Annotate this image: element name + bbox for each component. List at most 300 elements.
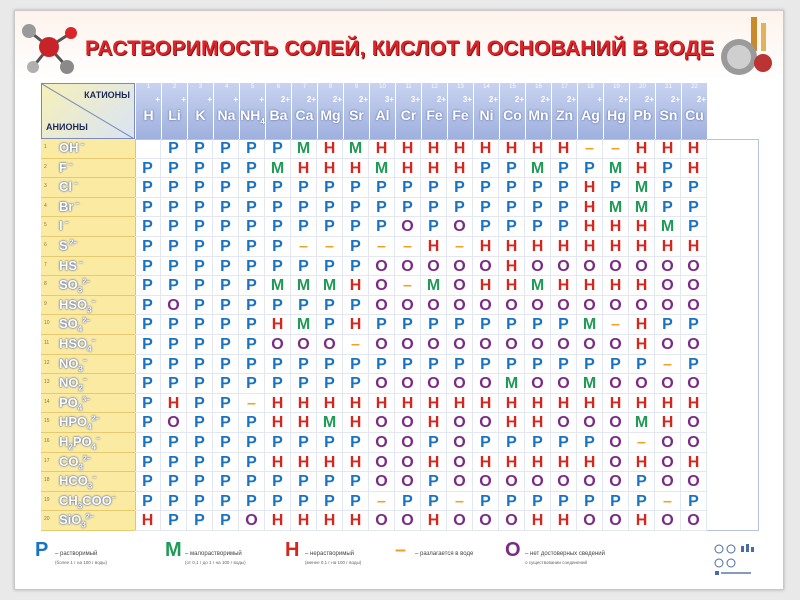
- solubility-cell: P: [473, 159, 499, 179]
- solubility-cell: P: [317, 217, 343, 237]
- solubility-cell: P: [447, 315, 473, 335]
- solubility-cell: M: [655, 217, 681, 237]
- solubility-cell: P: [551, 159, 577, 179]
- solubility-cell: O: [447, 335, 473, 355]
- solubility-cell: O: [603, 296, 629, 316]
- solubility-cell: P: [681, 217, 707, 237]
- solubility-cell: P: [187, 139, 213, 159]
- solubility-cell: P: [603, 178, 629, 198]
- solubility-cell: H: [525, 511, 551, 531]
- solubility-cell: H: [629, 335, 655, 355]
- solubility-cell: P: [135, 374, 161, 394]
- solubility-cell: P: [421, 492, 447, 512]
- solubility-cell: P: [135, 217, 161, 237]
- solubility-cell: P: [343, 178, 369, 198]
- solubility-cell: P: [135, 315, 161, 335]
- solubility-cell: P: [265, 237, 291, 257]
- cation-charge: 2+: [514, 95, 524, 104]
- publisher-logos: [713, 541, 773, 577]
- anion-formula: SiO$_3^{2-}$: [59, 512, 94, 530]
- solubility-cell: O: [473, 472, 499, 492]
- solubility-cell: H: [473, 139, 499, 159]
- cation-number: 11: [405, 84, 412, 90]
- solubility-cell: P: [187, 472, 213, 492]
- anion-19: [41, 492, 135, 512]
- solubility-cell: H: [577, 198, 603, 218]
- solubility-cell: P: [135, 276, 161, 296]
- solubility-cell: P: [265, 355, 291, 375]
- solubility-cell: M: [265, 159, 291, 179]
- cation-charge: 2+: [358, 95, 368, 104]
- cation-18: [577, 83, 603, 139]
- solubility-cell: O: [603, 433, 629, 453]
- solubility-cell: H: [343, 453, 369, 473]
- anion-4: [41, 198, 135, 218]
- solubility-cell: H: [681, 394, 707, 414]
- solubility-cell: P: [343, 472, 369, 492]
- solubility-cell: P: [135, 198, 161, 218]
- cation-number: 2: [172, 84, 177, 90]
- solubility-cell: M: [603, 159, 629, 179]
- solubility-cell: O: [525, 472, 551, 492]
- solubility-cell: P: [421, 178, 447, 198]
- solubility-cell: P: [317, 492, 343, 512]
- legend-symbol: H: [285, 539, 300, 561]
- solubility-cell: H: [421, 237, 447, 257]
- cation-charge: 2+: [540, 95, 550, 104]
- solubility-cell: O: [395, 217, 421, 237]
- solubility-cell: P: [239, 335, 265, 355]
- cation-13: [447, 83, 473, 139]
- cation-symbol: Ca: [295, 107, 314, 123]
- solubility-cell: H: [629, 511, 655, 531]
- solubility-cell: H: [135, 511, 161, 531]
- cation-symbol: Zn: [555, 107, 574, 123]
- solubility-cell: O: [655, 257, 681, 277]
- solubility-cell: P: [291, 178, 317, 198]
- solubility-cell: P: [369, 178, 395, 198]
- anion-formula: F –: [59, 159, 73, 175]
- legend-symbol: M: [165, 539, 182, 561]
- solubility-cell: P: [343, 257, 369, 277]
- solubility-cell: P: [369, 198, 395, 218]
- solubility-cell: H: [551, 511, 577, 531]
- anion-3: [41, 178, 135, 198]
- solubility-cell: O: [369, 257, 395, 277]
- solubility-cell: O: [681, 296, 707, 316]
- solubility-cell: P: [265, 178, 291, 198]
- solubility-cell: P: [265, 139, 291, 159]
- cation-charge: 2+: [306, 95, 316, 104]
- cation-symbol: K: [195, 107, 206, 123]
- cation-charge: 2+: [332, 95, 342, 104]
- solubility-cell: P: [317, 198, 343, 218]
- solubility-cell: P: [213, 178, 239, 198]
- solubility-cell: O: [681, 413, 707, 433]
- cation-number: 15: [509, 84, 516, 90]
- cation-8: [317, 83, 343, 139]
- solubility-cell: H: [317, 394, 343, 414]
- solubility-cell: P: [291, 198, 317, 218]
- solubility-cell: H: [421, 453, 447, 473]
- solubility-cell: M: [421, 276, 447, 296]
- solubility-cell: P: [681, 492, 707, 512]
- solubility-cell: H: [681, 453, 707, 473]
- solubility-cell: H: [369, 394, 395, 414]
- solubility-cell: –: [239, 394, 265, 414]
- cation-number: 20: [639, 84, 646, 90]
- solubility-cell: H: [317, 511, 343, 531]
- solubility-cell: P: [213, 276, 239, 296]
- solubility-cell: P: [135, 237, 161, 257]
- anion-number: 1: [44, 144, 47, 150]
- solubility-cell: P: [161, 355, 187, 375]
- solubility-cell: P: [577, 355, 603, 375]
- solubility-cell: H: [317, 453, 343, 473]
- solubility-cell: P: [187, 217, 213, 237]
- solubility-cell: O: [447, 453, 473, 473]
- anion-6: [41, 237, 135, 257]
- solubility-cell: H: [291, 511, 317, 531]
- solubility-cell: P: [317, 315, 343, 335]
- solubility-cell: P: [499, 492, 525, 512]
- solubility-cell: H: [369, 139, 395, 159]
- anion-number: 14: [44, 398, 50, 405]
- solubility-cell: P: [213, 237, 239, 257]
- solubility-cell: O: [421, 257, 447, 277]
- cation-number: 5: [250, 84, 255, 90]
- cation-number: 8: [328, 84, 333, 90]
- solubility-cell: P: [135, 257, 161, 277]
- solubility-cell: M: [291, 315, 317, 335]
- solubility-cell: H: [629, 237, 655, 257]
- solubility-cell: P: [473, 178, 499, 198]
- solubility-cell: O: [395, 413, 421, 433]
- solubility-cell: H: [317, 139, 343, 159]
- solubility-cell: –: [577, 139, 603, 159]
- legend-symbol: –: [395, 539, 407, 561]
- solubility-cell: O: [629, 374, 655, 394]
- solubility-cell: H: [603, 276, 629, 296]
- anion-number: 12: [44, 359, 50, 366]
- solubility-cell: H: [265, 394, 291, 414]
- cation-5: [239, 83, 265, 139]
- solubility-cell: H: [499, 394, 525, 414]
- solubility-cell: P: [135, 492, 161, 512]
- solubility-cell: O: [655, 276, 681, 296]
- solubility-cell: P: [551, 433, 577, 453]
- solubility-cell: P: [343, 296, 369, 316]
- solubility-cell: O: [681, 511, 707, 531]
- solubility-cell: O: [421, 374, 447, 394]
- cation-symbol: Cu: [685, 107, 704, 123]
- anion-number: 2: [44, 163, 47, 170]
- solubility-cell: P: [577, 159, 603, 179]
- solubility-cell: P: [525, 198, 551, 218]
- solubility-cell: P: [213, 217, 239, 237]
- anion-formula: Cl –: [59, 179, 78, 195]
- cation-charge: +: [259, 95, 264, 104]
- cation-symbol: Fe: [452, 107, 469, 123]
- solubility-cell: H: [577, 178, 603, 198]
- solubility-cell: H: [629, 139, 655, 159]
- solubility-cell: P: [187, 394, 213, 414]
- cation-symbol: Na: [217, 107, 236, 123]
- solubility-cell: P: [343, 355, 369, 375]
- solubility-cell: P: [213, 374, 239, 394]
- solubility-cell: H: [291, 453, 317, 473]
- cation-9: [343, 83, 369, 139]
- solubility-cell: P: [213, 355, 239, 375]
- solubility-cell: P: [161, 178, 187, 198]
- legend-subtext: (более 1 г на 100 г воды): [55, 560, 107, 565]
- solubility-cell: P: [213, 453, 239, 473]
- solubility-cell: O: [369, 472, 395, 492]
- solubility-cell: P: [655, 315, 681, 335]
- solubility-cell: P: [239, 472, 265, 492]
- solubility-cell: M: [603, 198, 629, 218]
- solubility-cell: P: [291, 296, 317, 316]
- solubility-cell: P: [395, 198, 421, 218]
- solubility-cell: O: [499, 472, 525, 492]
- solubility-cell: H: [447, 139, 473, 159]
- solubility-cell: P: [525, 433, 551, 453]
- solubility-cell: O: [551, 374, 577, 394]
- solubility-cell: M: [317, 276, 343, 296]
- anion-number: 4: [44, 202, 47, 209]
- solubility-cell: O: [395, 296, 421, 316]
- anion-number: 11: [44, 340, 50, 346]
- solubility-cell: O: [577, 413, 603, 433]
- anion-number: 3: [44, 183, 47, 190]
- solubility-cell: O: [369, 335, 395, 355]
- solubility-cell: P: [161, 315, 187, 335]
- cation-number: 19: [613, 84, 620, 90]
- solubility-cell: P: [551, 315, 577, 335]
- solubility-cell: H: [551, 237, 577, 257]
- solubility-cell: O: [551, 257, 577, 277]
- solubility-cell: H: [629, 453, 655, 473]
- solubility-cell: P: [187, 374, 213, 394]
- solubility-cell: H: [343, 413, 369, 433]
- solubility-cell: H: [447, 159, 473, 179]
- cation-charge: 3+: [410, 95, 420, 104]
- solubility-cell: O: [447, 413, 473, 433]
- solubility-cell: O: [447, 217, 473, 237]
- solubility-cell: P: [187, 453, 213, 473]
- solubility-cell: H: [629, 315, 655, 335]
- cation-symbol: Pb: [633, 107, 652, 123]
- solubility-cell: P: [161, 335, 187, 355]
- cation-number: 12: [431, 84, 438, 90]
- solubility-cell: O: [239, 511, 265, 531]
- solubility-cell: O: [369, 433, 395, 453]
- cation-charge: 3+: [384, 95, 394, 104]
- cation-7: [291, 83, 317, 139]
- cation-14: [473, 83, 499, 139]
- solubility-cell: –: [447, 237, 473, 257]
- solubility-cell: M: [629, 198, 655, 218]
- solubility-cell: P: [239, 257, 265, 277]
- solubility-cell: P: [239, 433, 265, 453]
- solubility-cell: O: [499, 296, 525, 316]
- solubility-cell: P: [265, 433, 291, 453]
- solubility-cell: O: [473, 511, 499, 531]
- solubility-cell: P: [239, 159, 265, 179]
- solubility-cell: P: [135, 453, 161, 473]
- solubility-cell: P: [447, 355, 473, 375]
- solubility-cell: P: [161, 217, 187, 237]
- solubility-cell: P: [291, 472, 317, 492]
- solubility-cell: P: [317, 374, 343, 394]
- solubility-cell: P: [135, 433, 161, 453]
- cation-symbol: Ni: [479, 107, 494, 123]
- solubility-cell: P: [317, 296, 343, 316]
- solubility-cell: H: [655, 237, 681, 257]
- solubility-cell: H: [655, 394, 681, 414]
- anion-number: 17: [44, 457, 50, 464]
- solubility-cell: P: [187, 335, 213, 355]
- solubility-cell: P: [421, 198, 447, 218]
- solubility-cell: O: [655, 472, 681, 492]
- solubility-cell: P: [655, 159, 681, 179]
- solubility-cell: P: [525, 178, 551, 198]
- solubility-cell: P: [551, 355, 577, 375]
- solubility-cell: O: [395, 472, 421, 492]
- title-band: [15, 11, 783, 81]
- solubility-cell: P: [681, 178, 707, 198]
- solubility-cell: H: [343, 159, 369, 179]
- solubility-cell: P: [161, 237, 187, 257]
- solubility-cell: P: [161, 433, 187, 453]
- cation-header-row: [41, 83, 759, 139]
- anions-label: АНИОНЫ: [46, 122, 88, 132]
- cation-symbol: Mg: [320, 107, 341, 123]
- solubility-cell: O: [421, 296, 447, 316]
- solubility-cell: P: [239, 198, 265, 218]
- solubility-cell: P: [395, 355, 421, 375]
- solubility-cell: O: [421, 335, 447, 355]
- solubility-cell: P: [161, 453, 187, 473]
- solubility-cell: O: [161, 296, 187, 316]
- solubility-cell: O: [551, 413, 577, 433]
- solubility-cell: P: [421, 472, 447, 492]
- cation-21: [655, 83, 681, 139]
- anion-formula: I –: [59, 218, 69, 234]
- solubility-cell: O: [577, 511, 603, 531]
- page-title: РАСТВОРИМОСТЬ СОЛЕЙ, КИСЛОТ И ОСНОВАНИЙ В ВОДЕ: [85, 37, 715, 60]
- solubility-cell: O: [525, 296, 551, 316]
- solubility-cell: –: [395, 237, 421, 257]
- anion-number: 13: [44, 379, 50, 386]
- solubility-cell: M: [343, 139, 369, 159]
- solubility-cell: P: [213, 139, 239, 159]
- legend-subtext: (менее 0,1 г на 100 г воды): [305, 560, 362, 565]
- anion-number: 8: [44, 281, 47, 288]
- solubility-cell: P: [317, 355, 343, 375]
- flask-icon: [715, 15, 777, 79]
- solubility-cell: H: [421, 511, 447, 531]
- solubility-cell: P: [187, 433, 213, 453]
- solubility-cell: –: [369, 237, 395, 257]
- solubility-cell: P: [187, 492, 213, 512]
- solubility-cell: H: [473, 276, 499, 296]
- solubility-cell: P: [499, 433, 525, 453]
- anion-formula: HS –: [59, 257, 83, 273]
- solubility-cell: P: [135, 335, 161, 355]
- solubility-cell: P: [187, 198, 213, 218]
- solubility-cell: O: [447, 296, 473, 316]
- solubility-cell: P: [213, 394, 239, 414]
- solubility-cell: H: [551, 453, 577, 473]
- cation-2: [161, 83, 187, 139]
- solubility-cell: H: [525, 413, 551, 433]
- anion-number: 18: [44, 477, 50, 484]
- solubility-cell: P: [291, 355, 317, 375]
- solubility-cell: P: [161, 159, 187, 179]
- solubility-cell: O: [395, 335, 421, 355]
- anion-formula: $SO_4^{2-}$: [59, 316, 91, 334]
- anion-11: [41, 335, 135, 355]
- solubility-cell: P: [343, 237, 369, 257]
- cation-symbol: Ag: [581, 107, 600, 123]
- solubility-cell: O: [681, 472, 707, 492]
- solubility-cell: P: [239, 276, 265, 296]
- solubility-cell: –: [291, 237, 317, 257]
- solubility-cell: P: [291, 433, 317, 453]
- cation-number: 7: [302, 84, 307, 90]
- solubility-cell: O: [603, 472, 629, 492]
- solubility-cell: P: [551, 178, 577, 198]
- cation-10: [369, 83, 395, 139]
- solubility-cell: P: [135, 296, 161, 316]
- solubility-cell: M: [577, 374, 603, 394]
- solubility-cell: M: [629, 413, 655, 433]
- solubility-cell: P: [317, 433, 343, 453]
- solubility-cell: P: [265, 374, 291, 394]
- solubility-cell: P: [135, 178, 161, 198]
- cation-charge: 2+: [566, 95, 576, 104]
- solubility-cell: M: [577, 315, 603, 335]
- solubility-cell: P: [239, 413, 265, 433]
- cation-number: 9: [354, 84, 359, 90]
- solubility-cell: P: [239, 217, 265, 237]
- solubility-cell: P: [525, 355, 551, 375]
- anion-17: [41, 453, 135, 473]
- solubility-cell: P: [369, 355, 395, 375]
- solubility-cell: H: [525, 453, 551, 473]
- solubility-cell: H: [577, 237, 603, 257]
- solubility-cell: O: [603, 335, 629, 355]
- solubility-cell: O: [655, 511, 681, 531]
- solubility-cell: P: [551, 198, 577, 218]
- solubility-cell: O: [291, 335, 317, 355]
- solubility-cell: P: [551, 217, 577, 237]
- solubility-cell: O: [473, 335, 499, 355]
- solubility-cell: P: [629, 472, 655, 492]
- solubility-cell: P: [577, 433, 603, 453]
- solubility-cell: P: [135, 413, 161, 433]
- cation-symbol: Al: [375, 107, 390, 123]
- anion-12: [41, 355, 135, 375]
- cation-symbol: Ba: [269, 107, 288, 123]
- solubility-cell: H: [681, 237, 707, 257]
- cation-charge: +: [181, 95, 186, 104]
- solubility-cell: P: [187, 257, 213, 277]
- solubility-cell: P: [525, 217, 551, 237]
- solubility-cell: P: [265, 198, 291, 218]
- solubility-cell: P: [317, 178, 343, 198]
